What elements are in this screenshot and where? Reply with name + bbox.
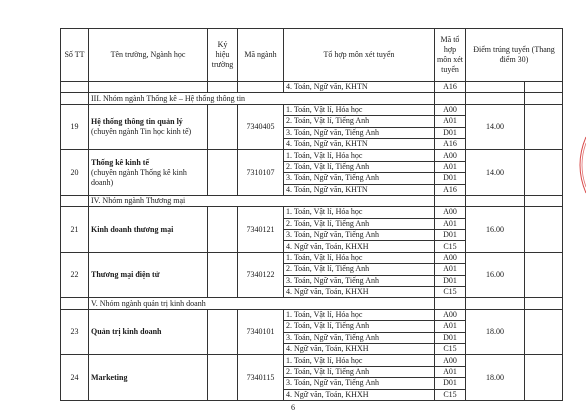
table-row [61, 309, 563, 320]
combo-code: D01 [435, 332, 466, 343]
combo-code: D01 [435, 230, 466, 241]
combo-code: C15 [435, 287, 466, 298]
stt-cell: 24 [61, 355, 89, 401]
table-row [61, 150, 563, 161]
score-extra-cell [525, 309, 563, 355]
combo-code: A00 [435, 207, 466, 218]
major-name: Quản trị kinh doanh [91, 327, 162, 337]
admission-score: 14.00 [466, 150, 525, 196]
combo-code: D01 [435, 275, 466, 286]
combo-code: A16 [435, 184, 466, 195]
school-code-cell [208, 309, 238, 355]
combo-code: C15 [435, 343, 466, 354]
header-school: Tên trường, Ngành học [89, 29, 208, 82]
combo-text: 4. Toán, Ngữ văn, KHTN [284, 138, 435, 149]
combo-text: 3. Toán, Ngữ văn, Tiếng Anh [284, 275, 435, 286]
stt-cell: 19 [61, 104, 89, 150]
combo-code: A01 [435, 264, 466, 275]
group-row [61, 93, 563, 104]
group-heading: III. Nhóm ngành Thống kê – Hệ thống thông tin [89, 93, 435, 104]
combo-code: A01 [435, 161, 466, 172]
combo-text: 4. Ngữ văn, Toán, KHXH [284, 389, 435, 400]
school-code-cell [208, 150, 238, 196]
table-row [61, 252, 563, 263]
group-row [61, 195, 563, 206]
combo-text: 1. Toán, Vật lí, Hóa học [284, 104, 435, 115]
combo-code: A16 [435, 138, 466, 149]
major-name-cell [89, 252, 208, 298]
header-row [61, 29, 563, 82]
header-stt: Số TT [61, 29, 89, 82]
combo-text: 4. Ngữ văn, Toán, KHXH [284, 287, 435, 298]
header-combo-code: Mã tổ hợp môn xét tuyển [435, 29, 466, 82]
major-code: 7340122 [238, 252, 284, 298]
score-extra-cell [525, 104, 563, 150]
major-name: Hệ thống thông tin quản lý [91, 117, 183, 127]
combo-text: 2. Toán, Vật lí, Tiếng Anh [284, 116, 435, 127]
page-number: 6 [291, 403, 295, 412]
major-code: 7340115 [238, 355, 284, 401]
school-code-cell [208, 104, 238, 150]
combo-text: 4. Toán, Ngữ văn, KHTN [284, 184, 435, 195]
major-name-cell [89, 309, 208, 355]
carry-row [61, 82, 563, 93]
score-extra-cell [525, 252, 563, 298]
school-code-cell [208, 355, 238, 401]
table-row [61, 207, 563, 218]
major-name: Kinh doanh thương mại [91, 224, 174, 234]
combo-text: 2. Toán, Vật lí, Tiếng Anh [284, 161, 435, 172]
admission-score: 16.00 [466, 207, 525, 253]
header-combo: Tổ hợp môn xét tuyển [284, 29, 435, 82]
carry-combo: 4. Toán, Ngữ văn, KHTN [284, 82, 435, 93]
score-extra-cell [525, 355, 563, 401]
admission-score: 18.00 [466, 309, 525, 355]
combo-text: 2. Toán, Vật lí, Tiếng Anh [284, 264, 435, 275]
combo-text: 1. Toán, Vật lí, Hóa học [284, 207, 435, 218]
combo-text: 4. Ngữ văn, Toán, KHXH [284, 343, 435, 354]
school-code-cell [208, 252, 238, 298]
stt-cell: 22 [61, 252, 89, 298]
group-heading: V. Nhóm ngành quản trị kinh doanh [89, 298, 435, 309]
combo-code: A00 [435, 252, 466, 263]
major-subtitle: (chuyên ngành Tin học kinh tế) [91, 127, 192, 137]
major-code: 7340101 [238, 309, 284, 355]
score-extra-cell [525, 207, 563, 253]
combo-text: 2. Toán, Vật lí, Tiếng Anh [284, 321, 435, 332]
combo-text: 3. Toán, Ngữ văn, Tiếng Anh [284, 127, 435, 138]
header-school-code: Ký hiệu trường [208, 29, 238, 82]
stt-cell: 20 [61, 150, 89, 196]
major-name-cell [89, 104, 208, 150]
major-subtitle: (chuyên ngành Thống kê kinh doanh) [91, 167, 187, 187]
combo-code: A00 [435, 309, 466, 320]
score-extra-cell [525, 150, 563, 196]
combo-code: A01 [435, 116, 466, 127]
combo-code: A01 [435, 321, 466, 332]
combo-text: 4. Ngữ văn, Toán, KHXH [284, 241, 435, 252]
combo-code: D01 [435, 173, 466, 184]
combo-code: C15 [435, 241, 466, 252]
group-heading: IV. Nhóm ngành Thương mại [89, 195, 435, 206]
admission-score: 18.00 [466, 355, 525, 401]
major-name: Thống kê kinh tế [91, 157, 150, 167]
combo-text: 2. Toán, Vật lí, Tiếng Anh [284, 366, 435, 377]
stt-cell: 21 [61, 207, 89, 253]
header-major-code: Mã ngành [238, 29, 284, 82]
table-row [61, 104, 563, 115]
table-row [61, 355, 563, 366]
major-name: Marketing [91, 372, 128, 382]
header-score: Điểm trúng tuyển (Thang điểm 30) [466, 29, 563, 82]
combo-code: A01 [435, 218, 466, 229]
combo-code: D01 [435, 127, 466, 138]
combo-text: 3. Toán, Ngữ văn, Tiếng Anh [284, 230, 435, 241]
major-code: 7340121 [238, 207, 284, 253]
carry-code: A16 [435, 82, 466, 93]
combo-code: D01 [435, 378, 466, 389]
combo-text: 1. Toán, Vật lí, Hóa học [284, 355, 435, 366]
admission-score: 14.00 [466, 104, 525, 150]
major-name-cell [89, 150, 208, 196]
combo-text: 1. Toán, Vật lí, Hóa học [284, 150, 435, 161]
major-name-cell [89, 355, 208, 401]
major-name-cell [89, 207, 208, 253]
admission-score-table [60, 28, 563, 401]
combo-text: 1. Toán, Vật lí, Hóa học [284, 252, 435, 263]
admission-score: 16.00 [466, 252, 525, 298]
school-code-cell [208, 207, 238, 253]
combo-text: 2. Toán, Vật lí, Tiếng Anh [284, 218, 435, 229]
combo-text: 3. Toán, Ngữ văn, Tiếng Anh [284, 332, 435, 343]
major-name: Thương mại điện tử [91, 270, 160, 280]
combo-text: 3. Toán, Ngữ văn, Tiếng Anh [284, 378, 435, 389]
combo-code: A00 [435, 355, 466, 366]
stt-cell: 23 [61, 309, 89, 355]
group-row [61, 298, 563, 309]
major-code: 7340405 [238, 104, 284, 150]
combo-code: C15 [435, 389, 466, 400]
red-stamp-fragment [572, 135, 586, 195]
combo-text: 3. Toán, Ngữ văn, Tiếng Anh [284, 173, 435, 184]
combo-code: A01 [435, 366, 466, 377]
combo-text: 1. Toán, Vật lí, Hóa học [284, 309, 435, 320]
major-code: 7310107 [238, 150, 284, 196]
combo-code: A00 [435, 104, 466, 115]
combo-code: A00 [435, 150, 466, 161]
